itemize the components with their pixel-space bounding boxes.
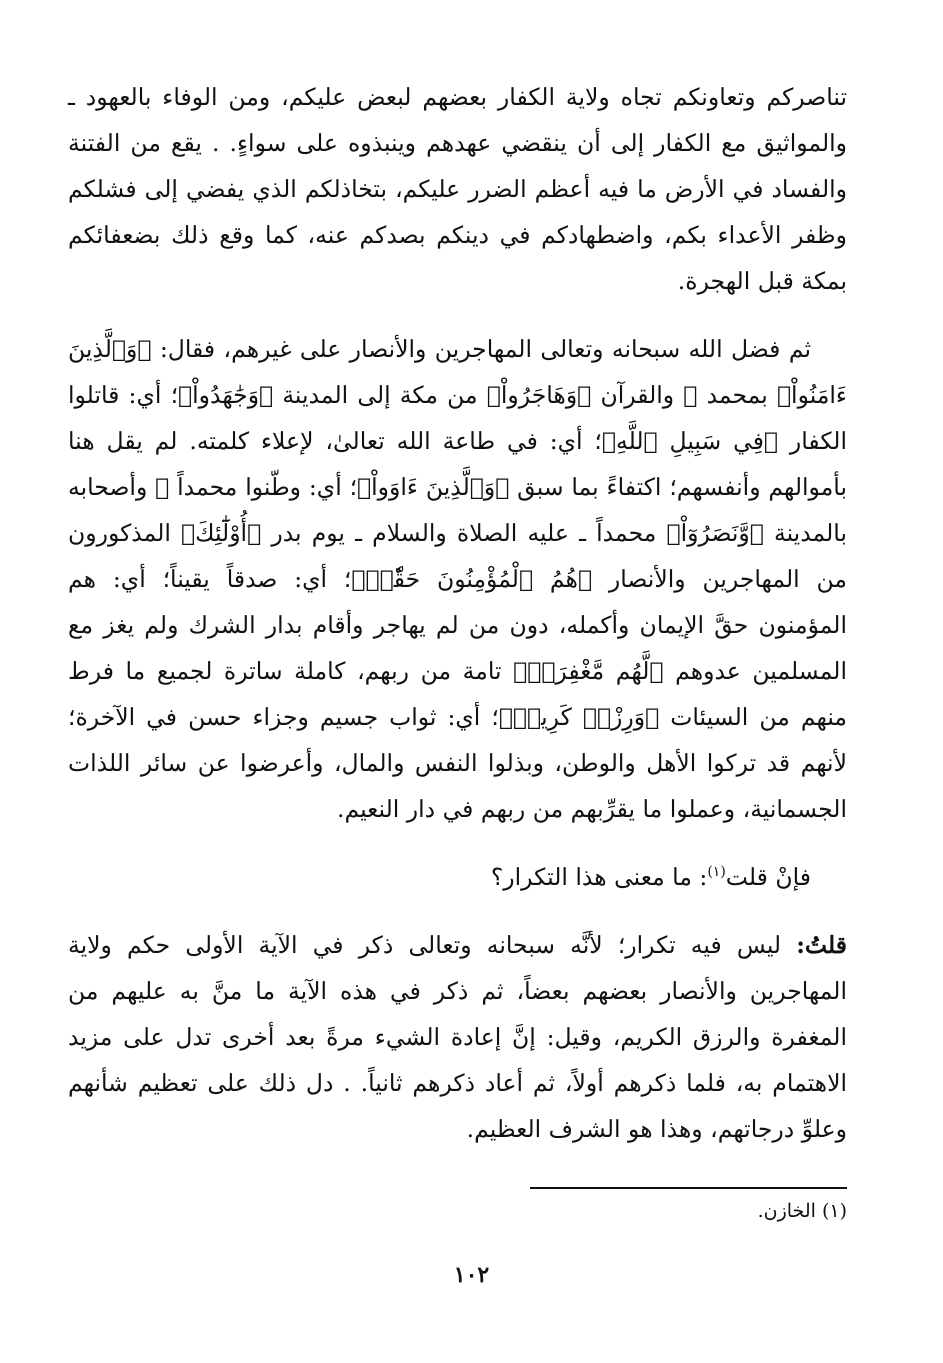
footnote-number: (١) (821, 1200, 847, 1222)
paragraph-1: تناصركم وتعاونكم تجاه ولاية الكفار بعضهم لبعض عليكم، ومن الوفاء بالعهود ـ والمواثيق مع الكفار إلى أن ينقضي عهدهم وينبذوه على سواءٍ. . يقع من الفتنة والفساد في الأرض ما فيه أعظم الضرر عليكم، بتخاذلكم الذي يفضي إلى فشلكم وظفر الأعداء بكم، واضطهادكم في دينكم بصدكم عنه، كما وقع ذلك بضعفائكم بمكة قبل الهجرة. (68, 83, 847, 295)
paragraph-2: ثم فضل الله سبحانه وتعالى المهاجرين والأنصار على غيرهم، فقال: ﴿وَٱلَّذِينَ ءَامَنُواْ﴾ بمحمد ﷺ والقرآن ﴿وَهَاجَرُواْ﴾ من مكة إلى المدينة ﴿وَجَٰهَدُواْ﴾؛ أي: قاتلوا الكفار ﴿فِي سَبِيلِ ٱللَّهِ﴾؛ أي: في طاعة الله تعالىٰ، لإعلاء كلمته. لم يقل هنا بأموالهم وأنفسهم؛ اكتفاءً بما سبق ﴿وَٱلَّذِينَ ءَاوَواْ﴾؛ أي: وطّنوا محمداً ﷺ وأصحابه بالمدينة ﴿وَّنَصَرُوٓاْ﴾ محمداً ـ عليه الصلاة والسلام ـ يوم بدر ﴿أُوْلَٰٓئِكَ﴾ المذكورون من المهاجرين والأنصار ﴿هُمُ ٱلْمُؤْمِنُونَ حَقّٗاۚ﴾؛ أي: صدقاً يقيناً؛ أي: هم المؤمنون حقَّ الإيمان وأكمله، دون من لم يهاجر وأقام بدار الشرك ولم يغز مع المسلمين عدوهم ﴿لَّهُم مَّغْفِرَةٞ﴾ تامة من ربهم، كاملة ساترة لجميع ما فرط منهم من السيئات ﴿وَرِزْقٞ كَرِيمٞ﴾؛ أي: ثواب جسيم وجزاء حسن في الآخرة؛ لأنهم قد تركوا الأهل والوطن، وبذلوا النفس والمال، وأعرضوا عن سائر اللذات الجسمانية، وعملوا ما يقرِّبهم من ربهم في دار النعيم. (68, 335, 847, 823)
question-text: : ما معنى هذا التكرار؟ (490, 863, 708, 891)
question-paragraph (68, 854, 847, 900)
question-lead: فإنْ قلت (725, 863, 811, 891)
page-number: ١٠٢ (453, 1262, 490, 1288)
answer-paragraph (68, 922, 847, 1152)
answer-lead: قلتُ: (796, 931, 847, 959)
footnote-divider (530, 1187, 847, 1189)
page-body (68, 74, 847, 1363)
footnote-text: الخازن. (757, 1200, 816, 1222)
footnote-reference[interactable]: (١) (707, 864, 726, 881)
footnote (758, 1200, 847, 1222)
answer-text: ليس فيه تكرار؛ لأنَّه سبحانه وتعالى ذكر في الآية الأولى حكم ولاية المهاجرين والأنصار بعضهم بعضاً، ثم ذكر في هذه الآية ما منَّ به عليهم من المغفرة والرزق الكريم، وقيل: إنَّ إعادة الشيء مرةً بعد أخرى تدل على مزيد الاهتمام به، فلما ذكرهم أولاً، ثم أعاد ذكرهم ثانياً. . دل ذلك على تعظيم شأنهم وعلوِّ درجاتهم، وهذا هو الشرف العظيم. (68, 931, 847, 1143)
